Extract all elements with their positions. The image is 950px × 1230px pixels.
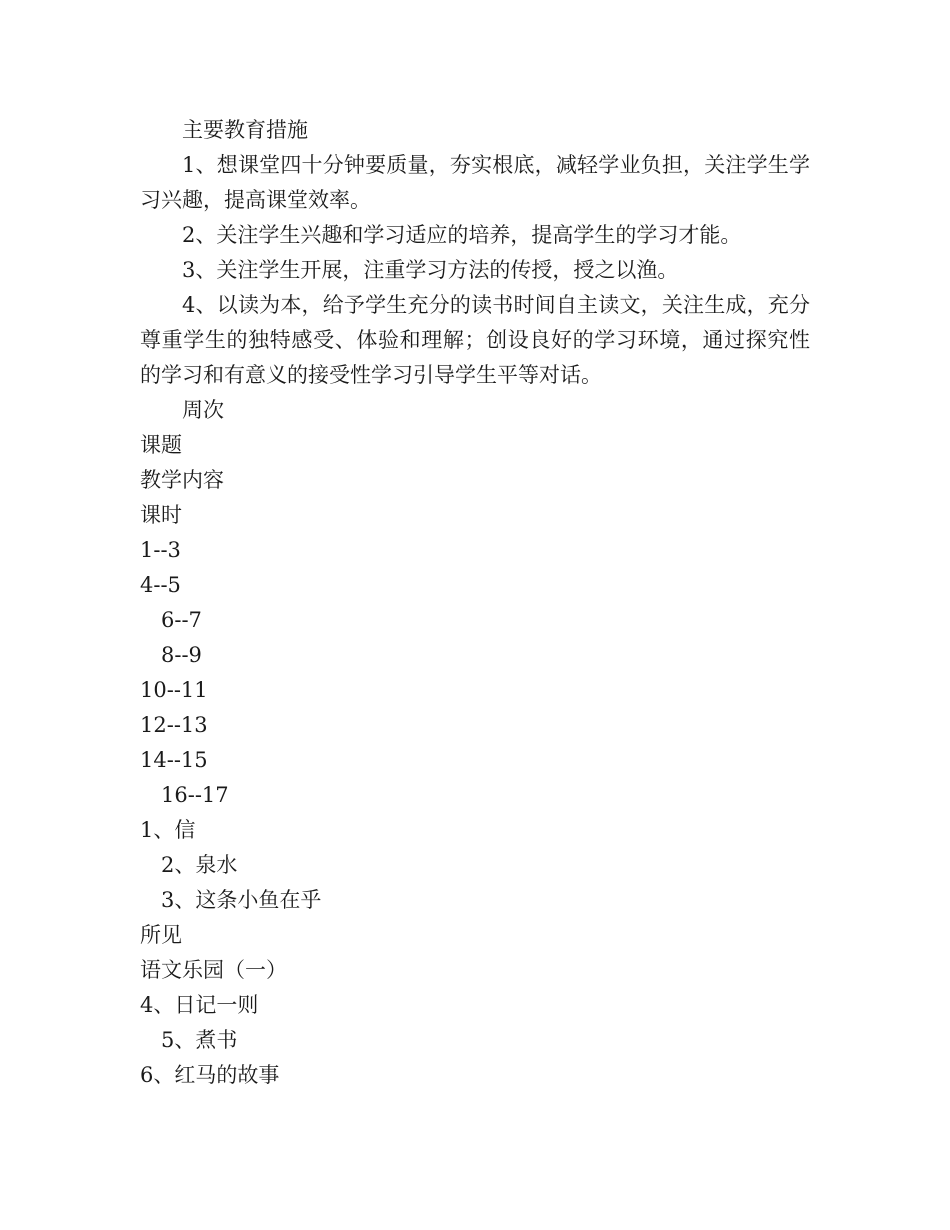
measure-item-3: 3、关注学生开展，注重学习方法的传授，授之以渔。 xyxy=(182,258,679,282)
measure-item-4: 4、以读为本，给予学生充分的读书时间自主读文，关注生成，充分尊重学生的独特感受、体验和理解；创设良好的学习环境，通过探究性的学习和有意义的接受性学习引导学生平等对话。 xyxy=(140,293,810,387)
lesson-item: 2、泉水 xyxy=(161,853,238,877)
document-body xyxy=(140,113,810,1093)
header-topic: 课题 xyxy=(140,433,182,457)
lesson-item: 1、信 xyxy=(140,818,196,842)
week-range: 4--5 xyxy=(140,573,181,597)
lesson-item: 语文乐园（一） xyxy=(140,958,287,982)
lesson-item: 4、日记一则 xyxy=(140,993,259,1017)
lesson-item: 所见 xyxy=(140,923,182,947)
header-hours: 课时 xyxy=(140,503,182,527)
lesson-item: 3、这条小鱼在乎 xyxy=(161,888,322,912)
week-range: 6--7 xyxy=(161,608,202,632)
week-range: 16--17 xyxy=(161,783,229,807)
week-range: 12--13 xyxy=(140,713,208,737)
week-range: 14--15 xyxy=(140,748,208,772)
week-range: 8--9 xyxy=(161,643,202,667)
header-content: 教学内容 xyxy=(140,468,224,492)
lesson-item: 5、煮书 xyxy=(161,1028,238,1052)
week-range: 10--11 xyxy=(140,678,208,702)
measure-item-1: 1、想课堂四十分钟要质量，夯实根底，减轻学业负担，关注学生学习兴趣，提高课堂效率。 xyxy=(140,153,810,212)
measure-item-2: 2、关注学生兴趣和学习适应的培养，提高学生的学习才能。 xyxy=(182,223,742,247)
section-heading: 主要教育措施 xyxy=(182,118,308,142)
lesson-item: 6、红马的故事 xyxy=(140,1063,280,1087)
header-week: 周次 xyxy=(182,398,224,422)
week-range: 1--3 xyxy=(140,538,181,562)
